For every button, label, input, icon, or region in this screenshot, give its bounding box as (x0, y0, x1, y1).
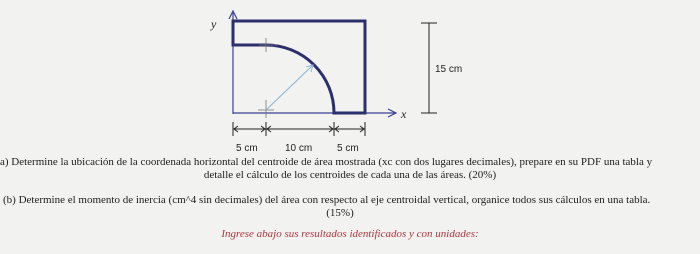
dim-left-label: 5 cm (236, 143, 258, 154)
question-b-line2: (15%) (326, 207, 354, 219)
answer-instruction: Ingrese abajo sus resultados identificados y con unidades: (221, 228, 479, 240)
x-axis-label: x (401, 107, 407, 121)
composite-shape-outline (233, 21, 365, 113)
question-b-line1: (b) Determine el momento de inercia (cm^4 sin decimales) del área con respecto al eje centroidal vertical, organice todos sus cálculos en una tabla. (3, 194, 651, 206)
y-axis-label: y (211, 17, 217, 31)
question-a-line2: detalle el cálculo de los centroides de cada una de las áreas. (20%) (203, 169, 497, 181)
dim-mid-label: 10 cm (285, 143, 313, 154)
question-a-line1: a) Determine la ubicación de la coordenada horizontal del centroide de área mostrada (xc con dos lugares decimales), prepare en su PDF una tabla y (0, 156, 653, 168)
dim-height-label: 15 cm (435, 64, 463, 75)
radius-line (266, 66, 312, 110)
dim-right-label: 5 cm (337, 143, 359, 154)
